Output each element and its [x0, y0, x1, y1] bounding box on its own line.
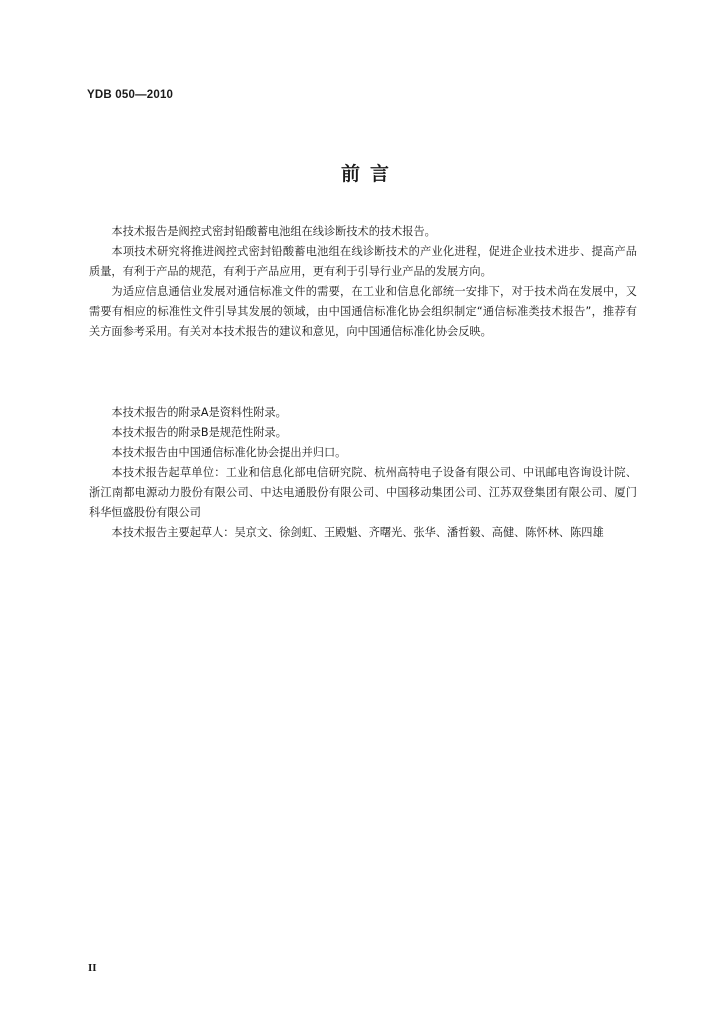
- paragraph-drafters: 本技术报告主要起草人：吴京文、徐剑虹、王殿魁、齐曙光、张华、潘哲毅、高健、陈怀林、陈四雄: [111, 526, 604, 539]
- page-number: II: [88, 962, 97, 974]
- foreword-section-details: [89, 403, 637, 543]
- page-title: 前言: [340, 163, 399, 185]
- paragraph-scope: 本技术报告是阀控式密封铅酸蓄电池组在线诊断技术的技术报告。: [111, 225, 436, 238]
- paragraph-appendix-a: 本技术报告的附录A是资料性附录。: [111, 406, 287, 419]
- paragraph-appendix-b: 本技术报告的附录B是规范性附录。: [111, 426, 287, 439]
- paragraph-background: 为适应信息通信业发展对通信标准文件的需要，在工业和信息化部统一安排下，对于技术尚在发展中，又需要有相应的标准性文件引导其发展的领域，由中国通信标准化协会组织制定“通信标准类技术报告”，推荐有关方面参考采用。有关对本技术报告的建议和意见，向中国通信标准化协会反映。: [89, 285, 637, 338]
- document-code: YDB 050—2010: [87, 89, 174, 101]
- paragraph-drafting-units: 本技术报告起草单位：工业和信息化部电信研究院、杭州高特电子设备有限公司、中讯邮电咨询设计院、浙江南都电源动力股份有限公司、中达电通股份有限公司、中国移动集团公司、江苏双登集团有限公司、厦门科华恒盛股份有限公司: [89, 466, 637, 519]
- foreword-section-intro: [89, 222, 637, 342]
- paragraph-proposer: 本技术报告由中国通信标准化协会提出并归口。: [111, 446, 347, 459]
- paragraph-purpose: 本项技术研究将推进阀控式密封铅酸蓄电池组在线诊断技术的产业化进程，促进企业技术进步、提高产品质量，有利于产品的规范，有利于产品应用，更有利于引导行业产品的发展方向。: [89, 245, 637, 278]
